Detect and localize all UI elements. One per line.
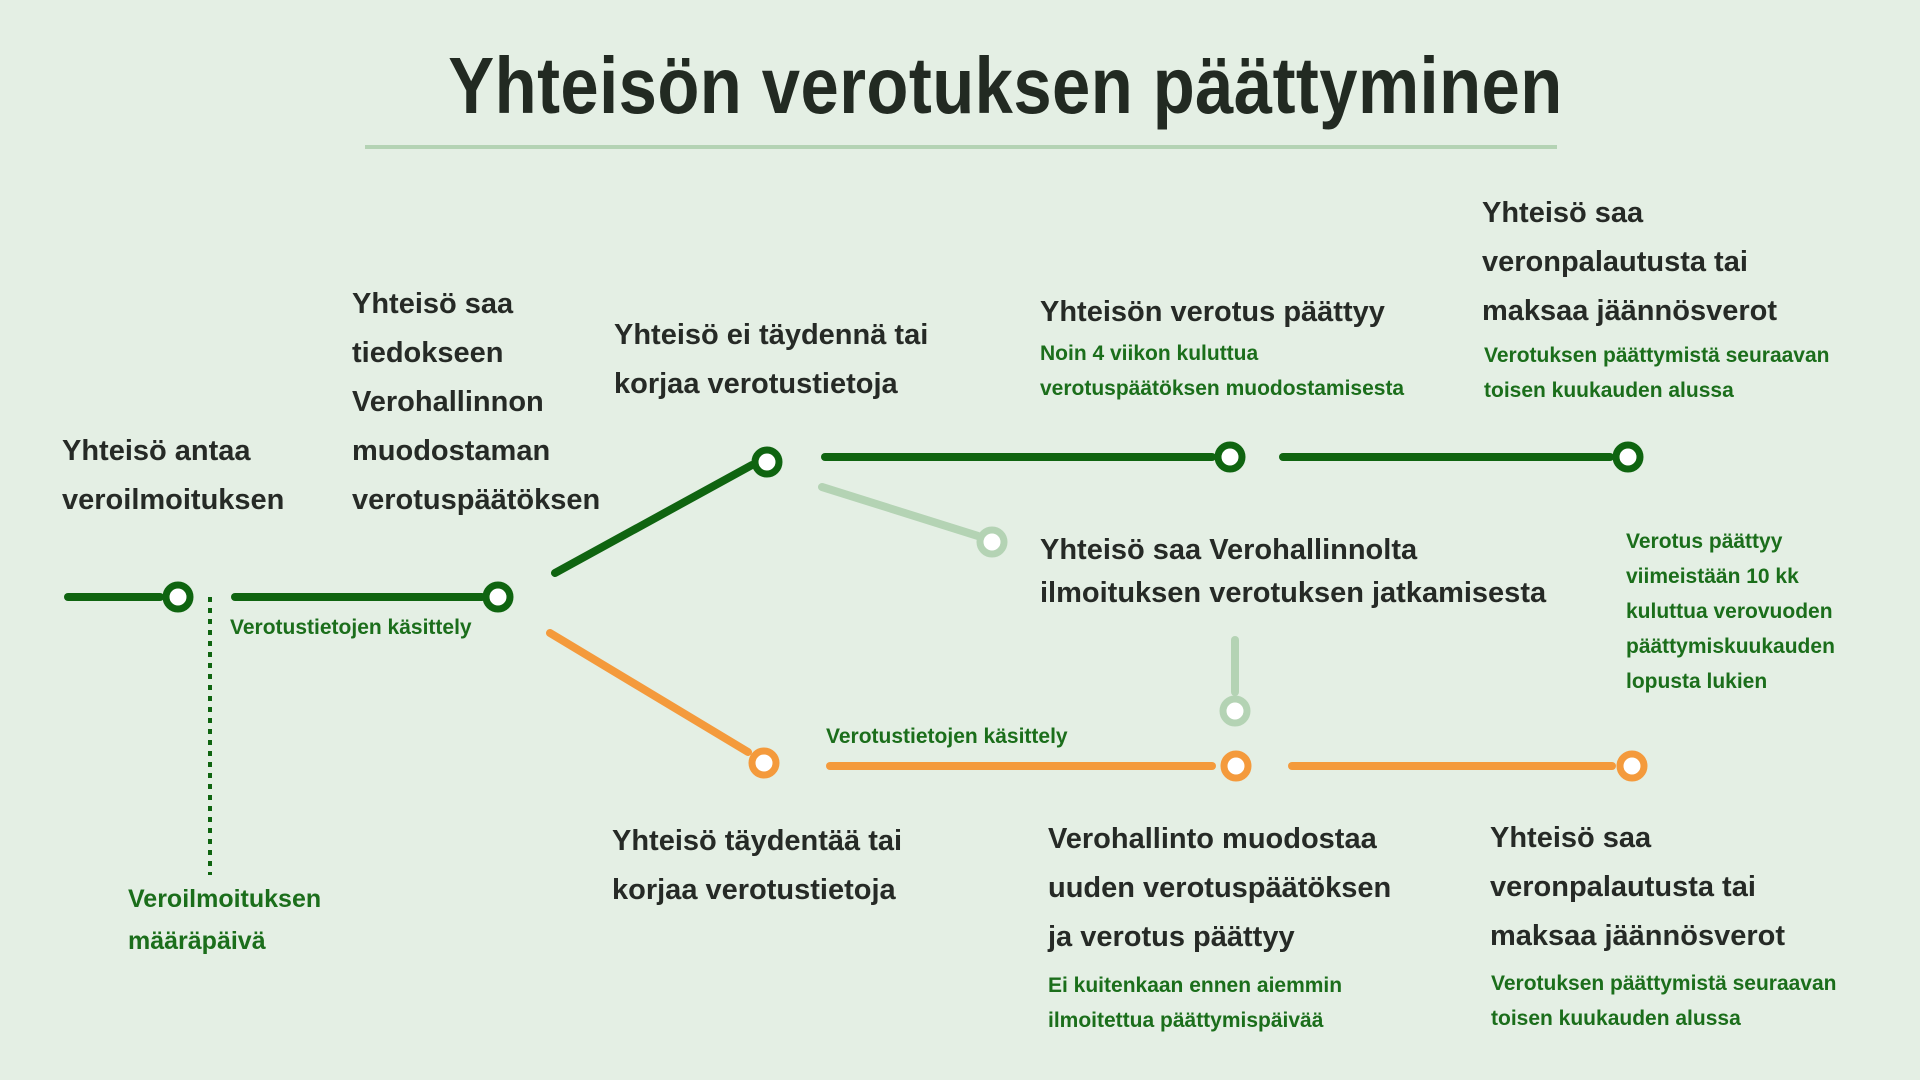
node-corrects (752, 751, 776, 775)
label-receives-decision: Yhteisö saa tiedokseen Verohallinnon muodostaman verotuspäätöksen (352, 288, 601, 516)
label-files-return: Yhteisö antaa veroilmoituksen (62, 435, 285, 516)
label-no-correction: Yhteisö ei täydennä tai korjaa verotustietoja (614, 319, 929, 400)
branch-down (550, 633, 748, 752)
node-refund-top (1616, 445, 1640, 469)
label-processing-bottom: Verotustietojen käsittely (826, 725, 1068, 748)
note-taxation-ends: Noin 4 viikon kuluttua verotuspäätöksen muodostamisesta (1040, 342, 1405, 400)
node-refund-bottom (1620, 754, 1644, 778)
node-notice-merge (1223, 699, 1247, 723)
label-refund-top: Yhteisö saa veronpalautusta tai maksaa jäännösverot (1482, 197, 1777, 327)
note-deadline: Verotus päättyy viimeistään 10 kk kuluttua verovuoden päättymiskuukauden lopusta lukien (1626, 530, 1835, 693)
label-taxation-ends: Yhteisön verotus päättyy (1040, 296, 1385, 328)
note-refund-top: Verotuksen päättymistä seuraavan toisen kuukauden alussa (1484, 344, 1830, 402)
node-new-decision (1224, 754, 1248, 778)
branch-notice (822, 487, 978, 536)
page-title: Yhteisön verotuksen päättyminen (448, 41, 1563, 130)
node-no-correction (755, 450, 779, 474)
node-taxation-ends (1218, 445, 1242, 469)
label-continuation-notice: Yhteisö saa Verohallinnolta ilmoituksen verotuksen jatkamisesta (1040, 534, 1547, 609)
node-receives-decision (486, 585, 510, 609)
note-new-decision: Ei kuitenkaan ennen aiemmin ilmoitettua päättymispäivää (1048, 974, 1343, 1032)
label-processing-top: Verotustietojen käsittely (230, 616, 472, 639)
node-files-return (166, 585, 190, 609)
label-new-decision: Verohallinto muodostaa uuden verotuspäätöksen ja verotus päättyy (1048, 823, 1392, 953)
label-due-date: Veroilmoituksen määräpäivä (128, 885, 322, 955)
label-corrects: Yhteisö täydentää tai korjaa verotustietoja (612, 825, 903, 906)
note-refund-bottom: Verotuksen päättymistä seuraavan toisen kuukauden alussa (1491, 972, 1837, 1030)
label-refund-bottom: Yhteisö saa veronpalautusta tai maksaa jäännösverot (1490, 822, 1785, 952)
node-continuation-notice (980, 530, 1004, 554)
